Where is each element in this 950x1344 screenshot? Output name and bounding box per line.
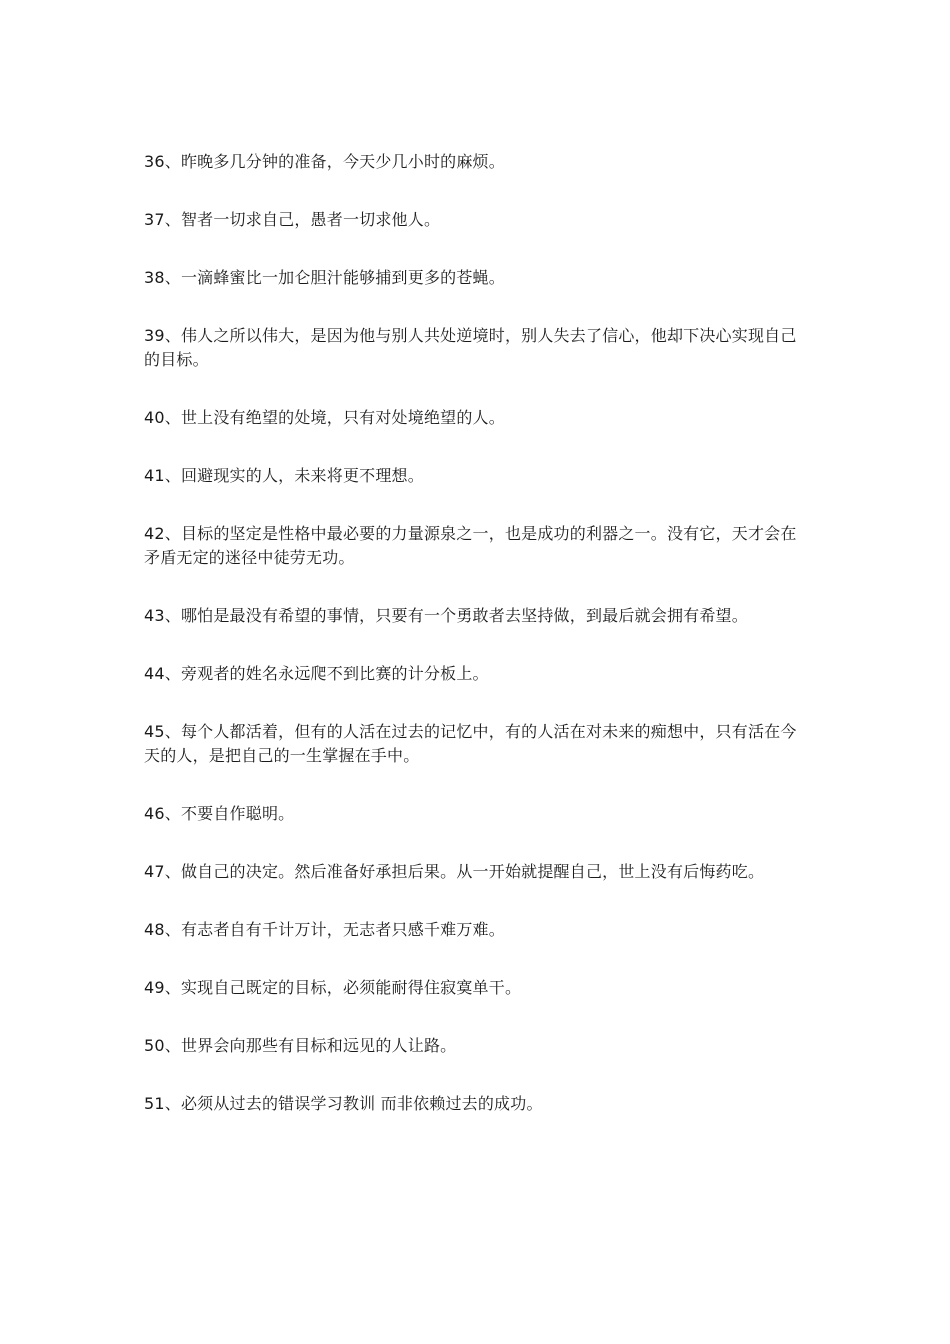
list-item: 45、每个人都活着，但有的人活在过去的记忆中，有的人活在对未来的痴想中，只有活在今天的人，是把自己的一生掌握在手中。 [144, 722, 797, 765]
list-item: 40、世上没有绝望的处境，只有对处境绝望的人。 [144, 408, 505, 427]
list-item: 51、必须从过去的错误学习教训 而非依赖过去的成功。 [144, 1094, 543, 1113]
list-item: 41、回避现实的人，未来将更不理想。 [144, 466, 424, 485]
list-item: 46、不要自作聪明。 [144, 804, 295, 823]
list-item: 36、昨晚多几分钟的准备，今天少几小时的麻烦。 [144, 152, 505, 171]
list-item: 38、一滴蜂蜜比一加仑胆汁能够捕到更多的苍蝇。 [144, 268, 505, 287]
quote-list [144, 150, 812, 1150]
list-item: 48、有志者自有千计万计，无志者只感千难万难。 [144, 920, 505, 939]
list-item: 39、伟人之所以伟大，是因为他与别人共处逆境时，别人失去了信心，他却下决心实现自己的目标。 [144, 326, 797, 369]
list-item: 50、世界会向那些有目标和远见的人让路。 [144, 1036, 457, 1055]
list-item: 47、做自己的决定。然后准备好承担后果。从一开始就提醒自己，世上没有后悔药吃。 [144, 862, 765, 881]
list-item: 44、旁观者的姓名永远爬不到比赛的计分板上。 [144, 664, 489, 683]
list-item: 49、实现自己既定的目标，必须能耐得住寂寞单干。 [144, 978, 522, 997]
list-item: 37、智者一切求自己，愚者一切求他人。 [144, 210, 441, 229]
list-item: 43、哪怕是最没有希望的事情，只要有一个勇敢者去坚持做，到最后就会拥有希望。 [144, 606, 748, 625]
list-item: 42、目标的坚定是性格中最必要的力量源泉之一，也是成功的利器之一。没有它，天才会在矛盾无定的迷径中徒劳无功。 [144, 524, 797, 567]
